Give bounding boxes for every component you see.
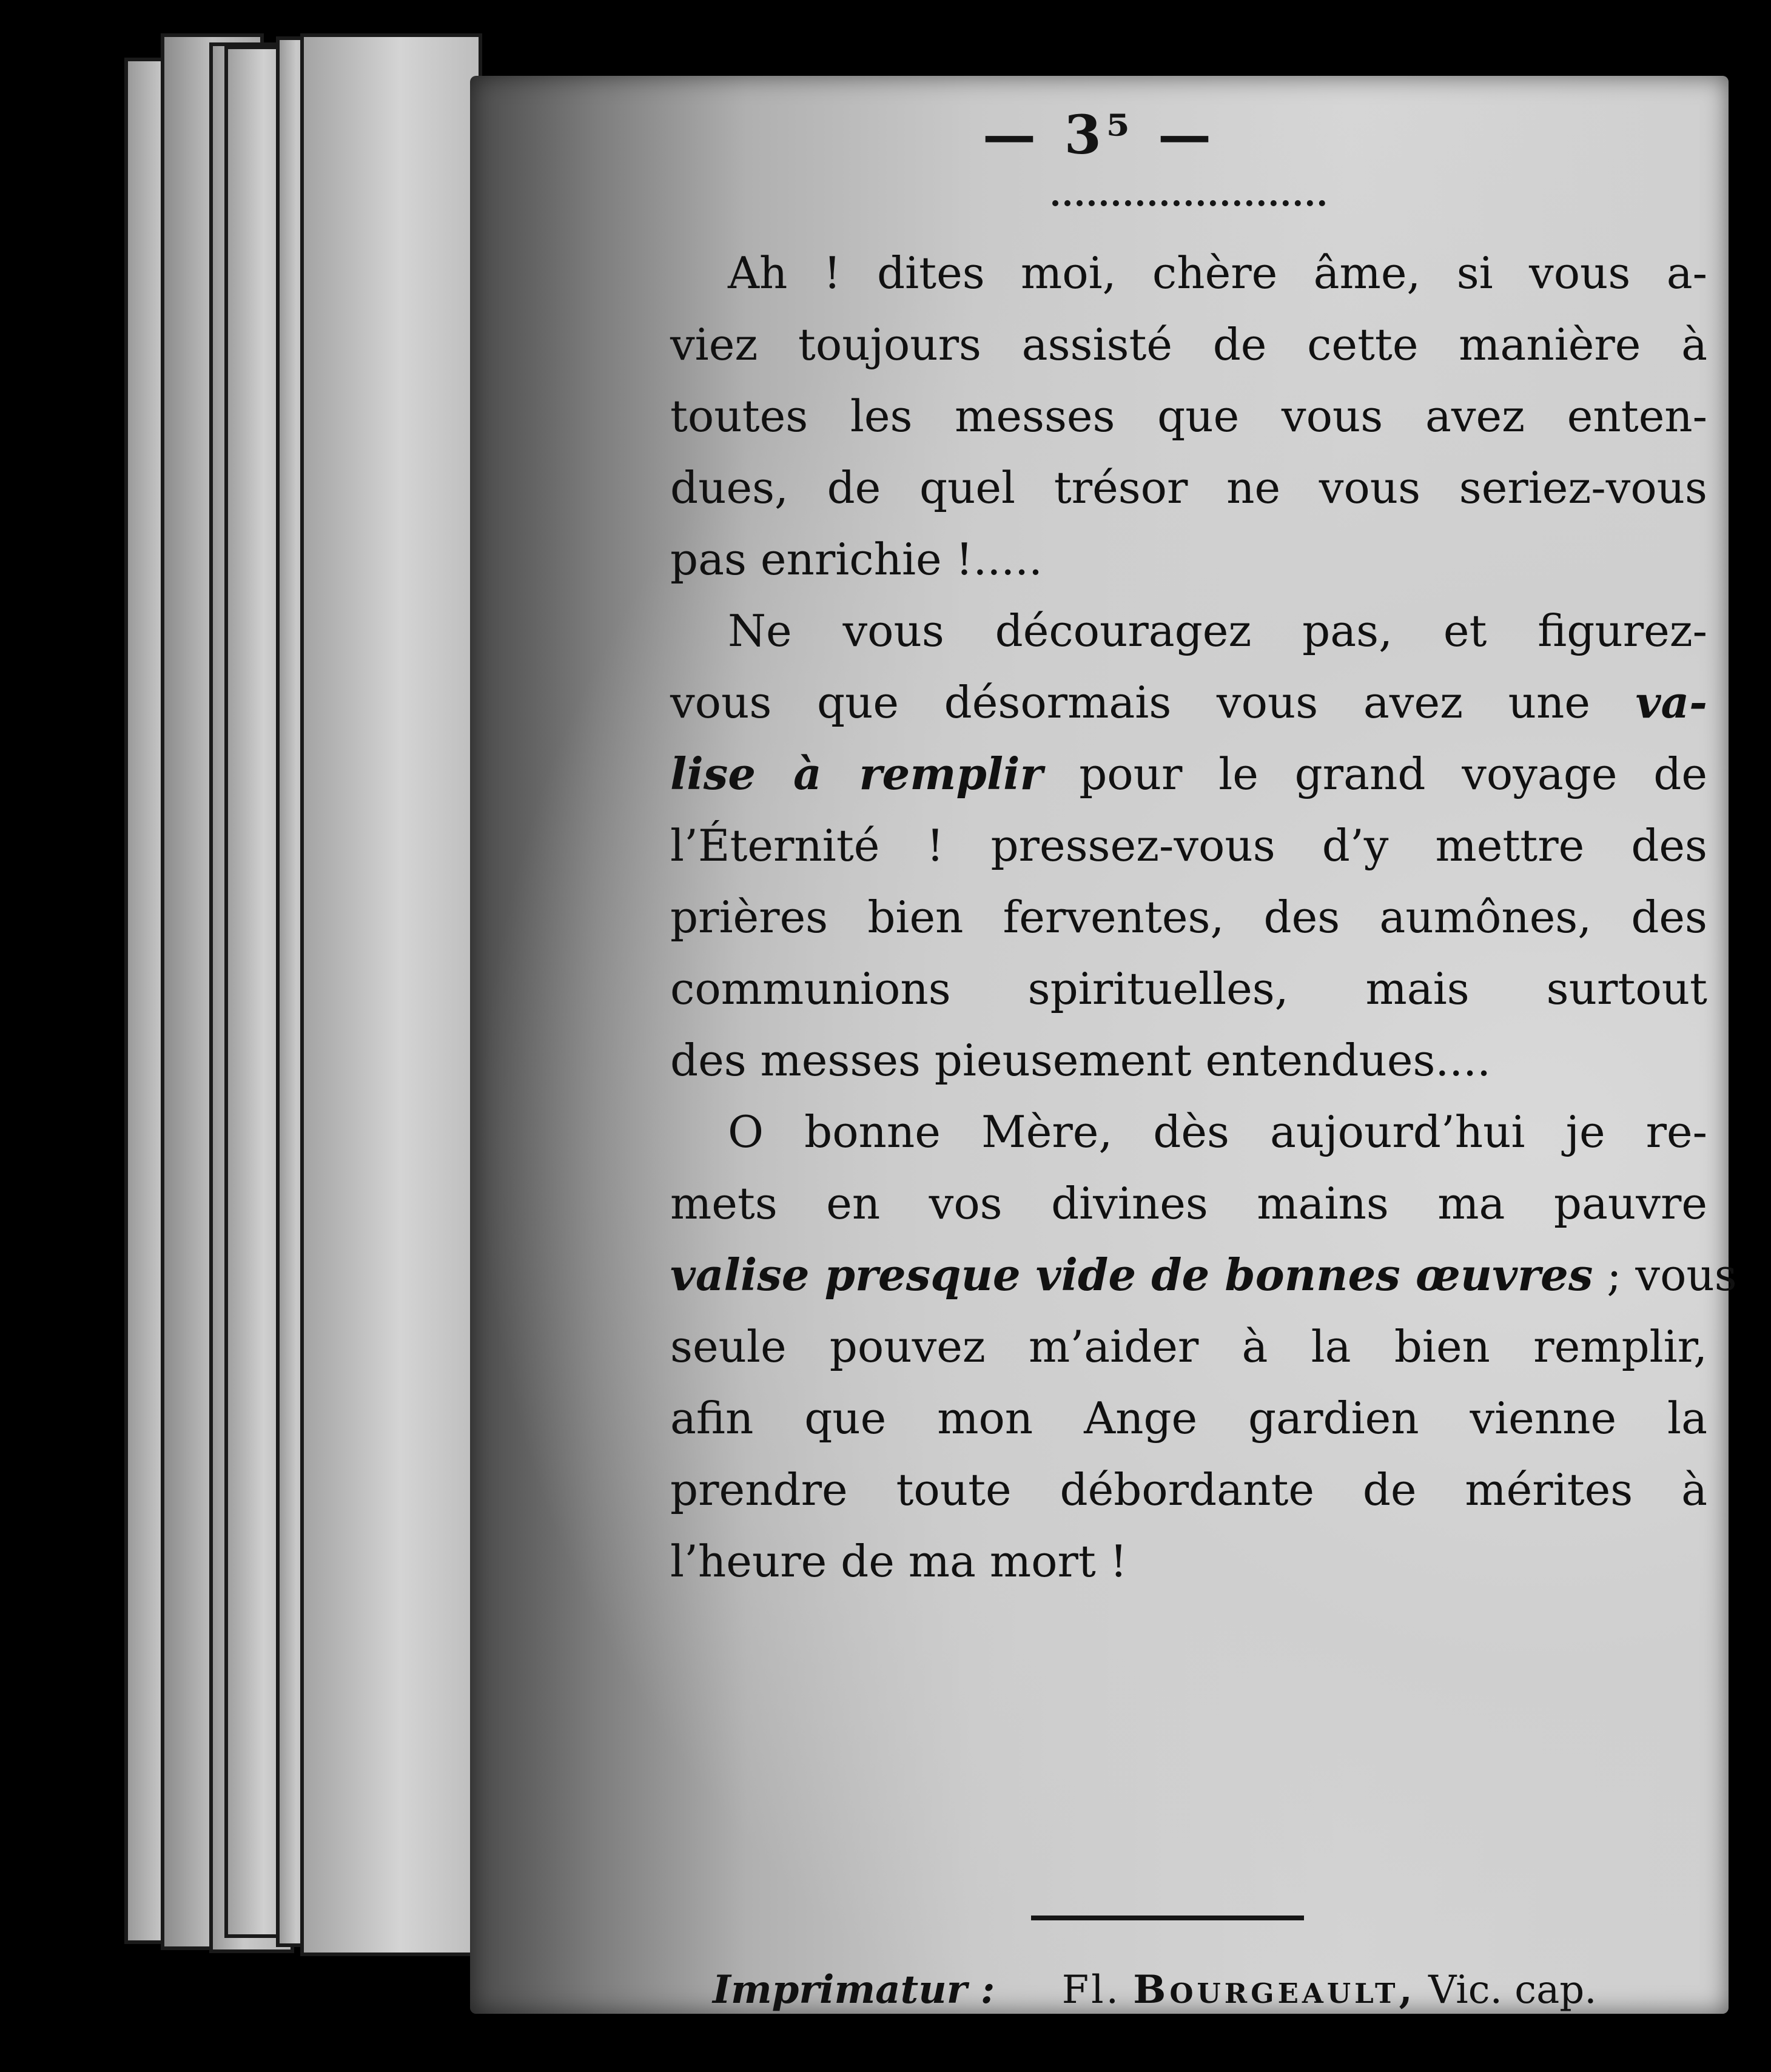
text-span: Ah ! dites moi, chère âme, si vous a- [728,247,1707,298]
text-span: prières bien ferventes, des aumônes, des [670,892,1707,943]
top-ornament-rule [1052,200,1325,206]
text-span: des messes pieusement entendues.... [670,1035,1491,1086]
text-span: Ne vous découragez pas, et figurez- [728,605,1707,656]
text-line [670,1027,1707,1094]
italic-text-span: lise à remplir [670,748,1043,799]
imprimatur-name-prefix: Fl. [1061,1968,1121,2013]
text-line [670,669,1707,736]
text-line [670,383,1707,449]
text-span: communions spirituelles, mais surtout [670,963,1707,1014]
imprimatur-line [713,1967,1683,2013]
text-span: seule pouvez m’aider à la bien remplir, [670,1321,1707,1372]
text-span: l’heure de ma mort ! [670,1536,1127,1587]
text-line [670,955,1707,1022]
text-span: dues, de quel trésor ne vous seriez-vous [670,462,1707,513]
bottom-rule [1031,1916,1304,1920]
imprimatur-name: Bourgeault, [1133,1967,1416,2013]
text-span: ; vous [1593,1250,1737,1300]
text-span: prendre toute débordante de mérites à [670,1464,1707,1515]
text-span: afin que mon Ange gardien vienne la [670,1393,1707,1444]
text-line [670,597,1707,664]
book-page [470,76,1737,2014]
italic-text-span: va- [1635,676,1707,728]
text-span: vous que désormais vous avez une [670,677,1636,728]
text-line [670,1313,1707,1380]
page-edge [300,33,482,1956]
imprimatur-label: Imprimatur : [713,1967,995,2013]
text-span: pour le grand voyage de [1043,748,1707,799]
text-line [670,240,1707,306]
text-line [670,311,1707,378]
text-line [670,1385,1707,1451]
text-line [670,1170,1707,1237]
text-line [670,526,1707,593]
text-span: l’Éternité ! pressez-vous d’y mettre des [670,820,1707,871]
text-line [670,1098,1707,1165]
text-span: pas enrichie !..... [670,534,1043,585]
text-span: toutes les messes que vous avez enten- [670,391,1707,442]
text-line [670,1528,1707,1595]
body-text [670,240,1737,1720]
italic-text-span: valise presque vide de bonnes œuvres [670,1249,1593,1300]
text-line [670,812,1707,879]
page-number: — 3⁵ — [982,103,1217,166]
text-span: O bonne Mère, dès aujourd’hui je re- [728,1106,1707,1157]
text-line [670,1242,1737,1308]
text-span: mets en vos divines mains ma pauvre [670,1178,1707,1229]
text-line [670,741,1707,807]
text-line [670,454,1707,521]
imprimatur-title: Vic. cap. [1428,1968,1597,2013]
text-span: viez toujours assisté de cette manière à [670,319,1707,370]
text-line [670,1456,1707,1523]
text-line [670,884,1707,950]
